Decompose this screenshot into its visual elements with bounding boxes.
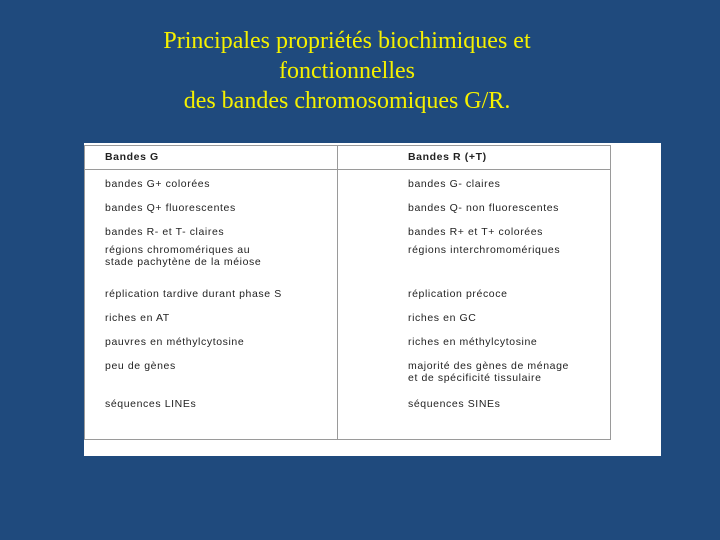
cell-r: riches en GC: [338, 304, 611, 328]
cell-r: bandes Q- non fluorescentes: [338, 194, 611, 218]
table-header-row: [85, 146, 611, 170]
table-row: [85, 280, 611, 304]
table-row: [85, 390, 611, 440]
table-panel: [84, 143, 661, 456]
table-row: [85, 194, 611, 218]
cell-g: riches en AT: [85, 304, 338, 328]
cell-r: réplication précoce: [338, 280, 611, 304]
cell-g: peu de gènes: [85, 352, 338, 390]
cell-r: majorité des gènes de ménage et de spécificité tissulaire: [338, 352, 611, 390]
cell-g: réplication tardive durant phase S: [85, 280, 338, 304]
cell-r: riches en méthylcytosine: [338, 328, 611, 352]
cell-r: séquences SINEs: [338, 390, 611, 440]
cell-g: bandes Q+ fluorescentes: [85, 194, 338, 218]
title-line-1: Principales propriétés biochimiques et: [163, 28, 531, 54]
table-row: [85, 328, 611, 352]
table-row: [85, 170, 611, 194]
cell-g: bandes R- et T- claires: [85, 218, 338, 242]
properties-table: [84, 145, 611, 440]
header-bandes-g: Bandes G: [85, 146, 338, 170]
cell-g: régions chromomériques au stade pachytène de la méiose: [85, 242, 338, 280]
table-row: [85, 304, 611, 328]
cell-g: pauvres en méthylcytosine: [85, 328, 338, 352]
slide-title: [0, 26, 694, 116]
table-row: [85, 242, 611, 280]
header-bandes-r: Bandes R (+T): [338, 146, 611, 170]
cell-g: séquences LINEs: [85, 390, 338, 440]
cell-r: régions interchromomériques: [338, 242, 611, 280]
cell-g: bandes G+ colorées: [85, 170, 338, 194]
cell-r: bandes G- claires: [338, 170, 611, 194]
cell-r: bandes R+ et T+ colorées: [338, 218, 611, 242]
title-line-2: fonctionnelles: [279, 58, 415, 84]
title-line-3: des bandes chromosomiques G/R.: [183, 88, 511, 114]
table-row: [85, 352, 611, 390]
table-row: [85, 218, 611, 242]
